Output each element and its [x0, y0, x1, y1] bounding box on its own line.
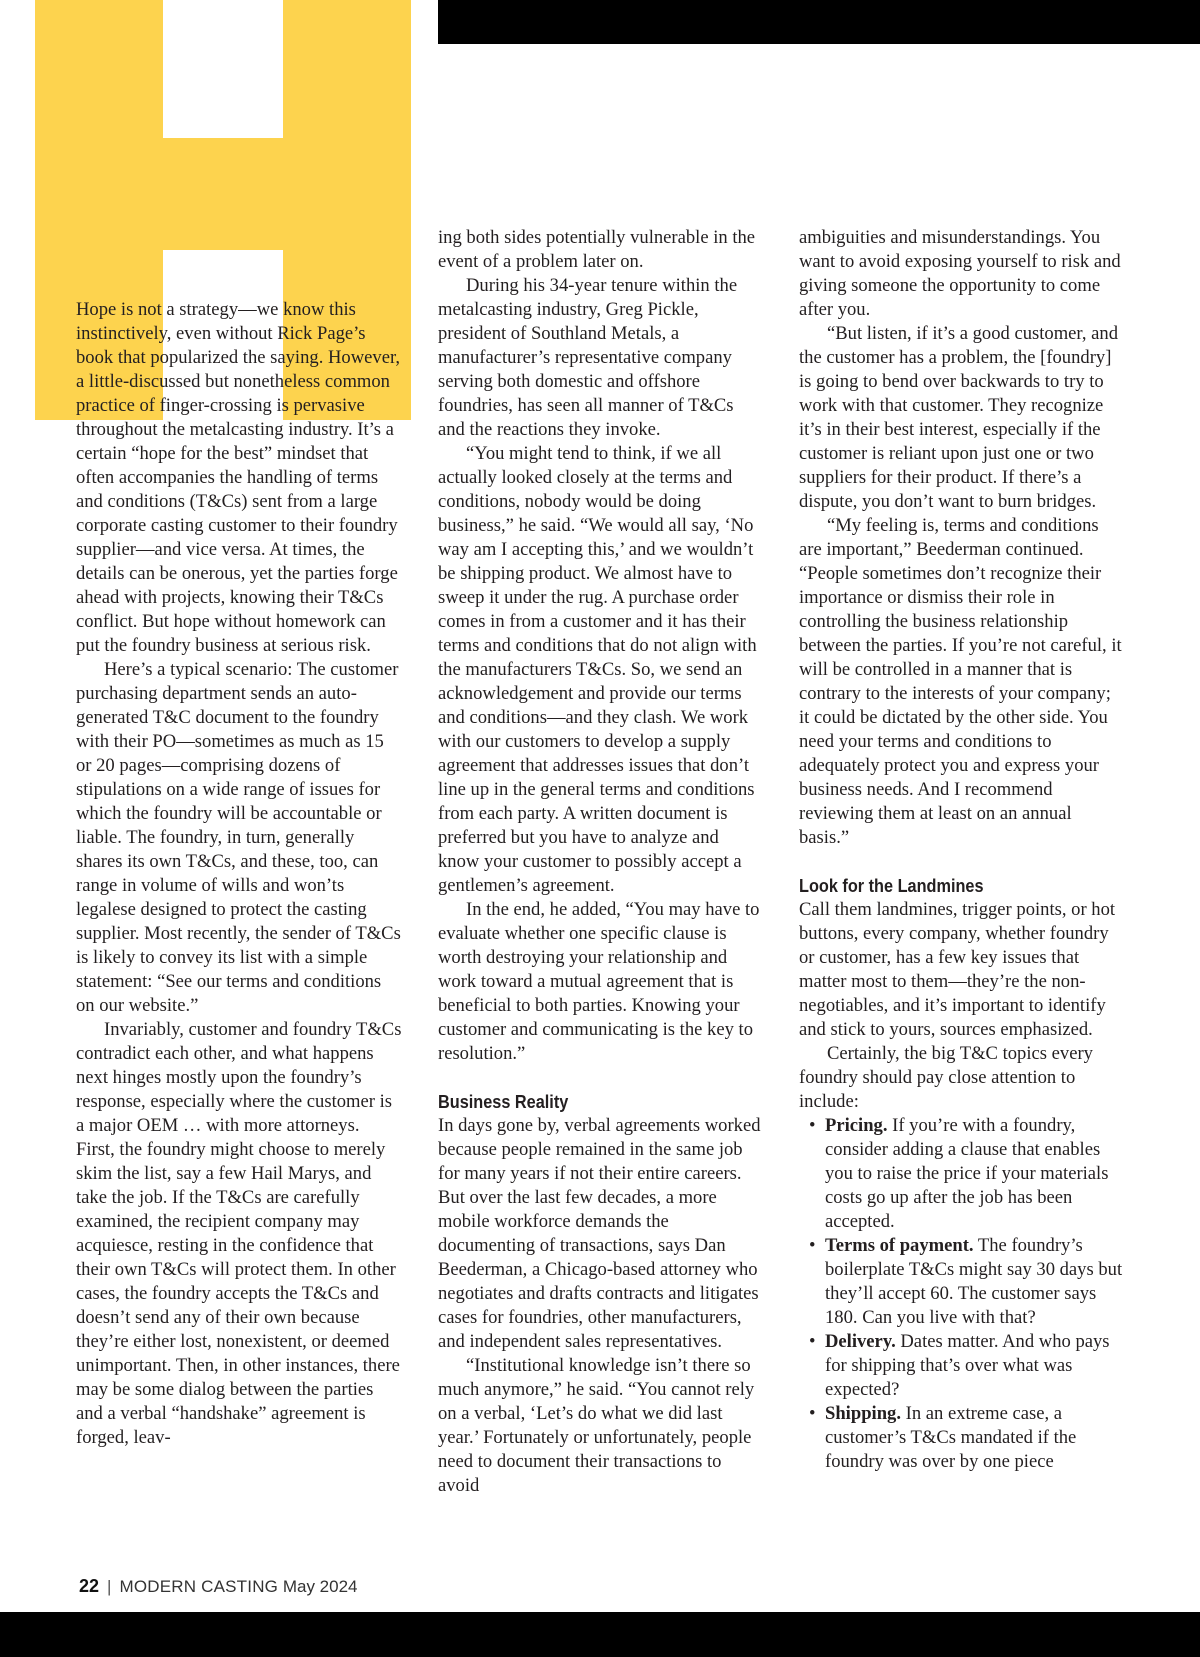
paragraph: “Institutional knowledge isn’t there so much anymore,” he said. “You cannot rely on a verbal, ‘Let’s do what we did last year.’ Fortunately or unfortunately, people need to document their transactions to avoid — [438, 1355, 755, 1496]
paragraph: “My feeling is, terms and conditions are important,” Beederman continued. “People sometimes don’t recognize their importance or dismiss their role in controlling the business relationship between the parties. If you’re not careful, it will be controlled in a manner that is contrary to the interests of your company; it could be dictated by the other side. You need your terms and conditions to adequately protect you and express your business needs. And I recommend reviewing them at least on an annual basis.” — [799, 515, 1122, 848]
bullet-item — [825, 1402, 1125, 1474]
paragraph: “You might tend to think, if we all actually looked closely at the terms and conditions, nobody would be doing business,” he said. “We would all say, ‘No way am I accepting this,’ and we wouldn’t be shipping product. We almost have to sweep it under the rug. A purchase order comes in from a customer and it has their terms and conditions that do not align with the manufacturers T&Cs. So, we send an acknowledgement and provide our terms and conditions—and they clash. We work with our customers to develop a supply agreement that addresses issues that don’t line up in the general terms and conditions from each party. A written document is preferred but you have to analyze and know your customer to possibly accept a gentlemen’s agreement. — [438, 443, 757, 896]
bullet-item — [825, 1234, 1125, 1330]
subhead-business-reality: Business Reality — [438, 1091, 569, 1112]
bullet-item — [825, 1330, 1125, 1402]
paragraph: During his 34-year tenure within the metalcasting industry, Greg Pickle, president of Southland Metals, a manufacturer’s representative company serving both domestic and offshore foundries, has seen all manner of T&Cs and the reactions they invoke. — [438, 275, 738, 440]
topic-bullet-list — [799, 1114, 1125, 1474]
magazine-name: MODERN CASTING — [119, 1577, 279, 1596]
bullet-term: Pricing. — [825, 1115, 888, 1136]
bullet-text: Dates matter. And who pays for shipping that’s over what was expected? — [825, 1331, 1110, 1400]
article-column-1 — [76, 0, 402, 1450]
paragraph: Here’s a typical scenario: The customer purchasing department sends an auto-generated T&C document to the foundry with their PO—sometimes as much as 15 or 20 pages—comprising dozens of stipulations on a wide range of issues for which the foundry will be accountable or liable. The foundry, in turn, generally shares its own T&Cs, and these, too, can range in volume of wills and won’ts legalese designed to protect the casting supplier. Most recently, the sender of T&Cs is likely to convey its list with a simple statement: “See our terms and conditions on our website.” — [76, 659, 401, 1016]
paragraph: Hope is not a strategy—we know this instinctively, even without Rick Page’s book that popularized the saying. However, a little-discussed but nonetheless common practice of finger-crossing is pervasive throughout the metalcasting industry. It’s a certain “hope for the best” mindset that often accompanies the handling of terms and conditions (T&Cs) sent from a large corporate casting customer to their foundry supplier—and vice versa. At times, the details can be onerous, yet the parties forge ahead with projects, knowing their T&Cs conflict. But hope without homework can put the foundry business at serious risk. — [76, 299, 401, 656]
paragraph: Call them landmines, trigger points, or hot buttons, every company, whether foundry or customer, has a few key issues that matter most to them—they’re the non-negotiables, and it’s important to identify and stick to yours, sources emphasized. — [799, 899, 1116, 1040]
paragraph: Invariably, customer and foundry T&Cs contradict each other, and what happens next hinges mostly upon the foundry’s response, especially where the customer is a major OEM … with more attorneys. First, the foundry might choose to merely skim the list, say a few Hail Marys, and take the job. If the T&Cs are carefully examined, the recipient company may acquiesce, resting in the confidence that their own T&Cs will protect them. In other cases, the foundry accepts the T&Cs and doesn’t send any of their own because they’re either lost, nonexistent, or deemed unimportant. Then, in other instances, there may be some dialog between the parties and a verbal “handshake” agreement is forged, leav- — [76, 1019, 402, 1448]
paragraph: Certainly, the big T&C topics every foundry should pay close attention to include: — [799, 1043, 1093, 1112]
bullet-item — [825, 1114, 1125, 1234]
bullet-term: Terms of payment. — [825, 1235, 974, 1256]
paragraph: ambiguities and misunderstandings. You want to avoid exposing yourself to risk and giving someone the opportunity to come after you. — [799, 227, 1121, 320]
footer-separator: | — [107, 1577, 112, 1596]
article-column-2 — [438, 0, 764, 1498]
paragraph: “But listen, if it’s a good customer, and the customer has a problem, the [foundry] is going to bend over backwards to try to work with that customer. They recognize it’s in their best interest, especially if the customer is reliant upon just one or two suppliers for their product. If there’s a dispute, you don’t want to burn bridges. — [799, 323, 1119, 512]
bullet-term: Shipping. — [825, 1403, 901, 1424]
bullet-term: Delivery. — [825, 1331, 896, 1352]
page-number: 22 — [79, 1576, 100, 1596]
paragraph: In the end, he added, “You may have to evaluate whether one specific clause is worth destroying your relationship and work toward a mutual agreement that is beneficial to both parties. Knowing your customer and communicating is the key to resolution.” — [438, 899, 760, 1064]
bullet-text: In an extreme case, a customer’s T&Cs mandated if the foundry was over by one piece — [825, 1403, 1077, 1472]
bullet-text: If you’re with a foundry, consider adding a clause that enables you to raise the price if your materials costs go up after the job has been accepted. — [825, 1115, 1109, 1232]
article-column-3 — [799, 0, 1125, 1474]
page-footer — [79, 1576, 358, 1597]
paragraph: ing both sides potentially vulnerable in the event of a problem later on. — [438, 227, 756, 272]
bullet-text: The foundry’s boilerplate T&Cs might say 30 days but they’ll accept 60. The customer says 180. Can you live with that? — [825, 1235, 1123, 1328]
issue-date: May 2024 — [282, 1577, 358, 1596]
subhead-landmines: Look for the Landmines — [799, 875, 984, 896]
paragraph: In days gone by, verbal agreements worked because people remained in the same job for many years if not their entire careers. But over the last few decades, a more mobile workforce demands the documenting of transactions, says Dan Beederman, a Chicago-based attorney who negotiates and drafts contracts and litigates cases for foundries, other manufacturers, and independent sales representatives. — [438, 1115, 761, 1352]
bottom-black-bar — [0, 1612, 1200, 1657]
